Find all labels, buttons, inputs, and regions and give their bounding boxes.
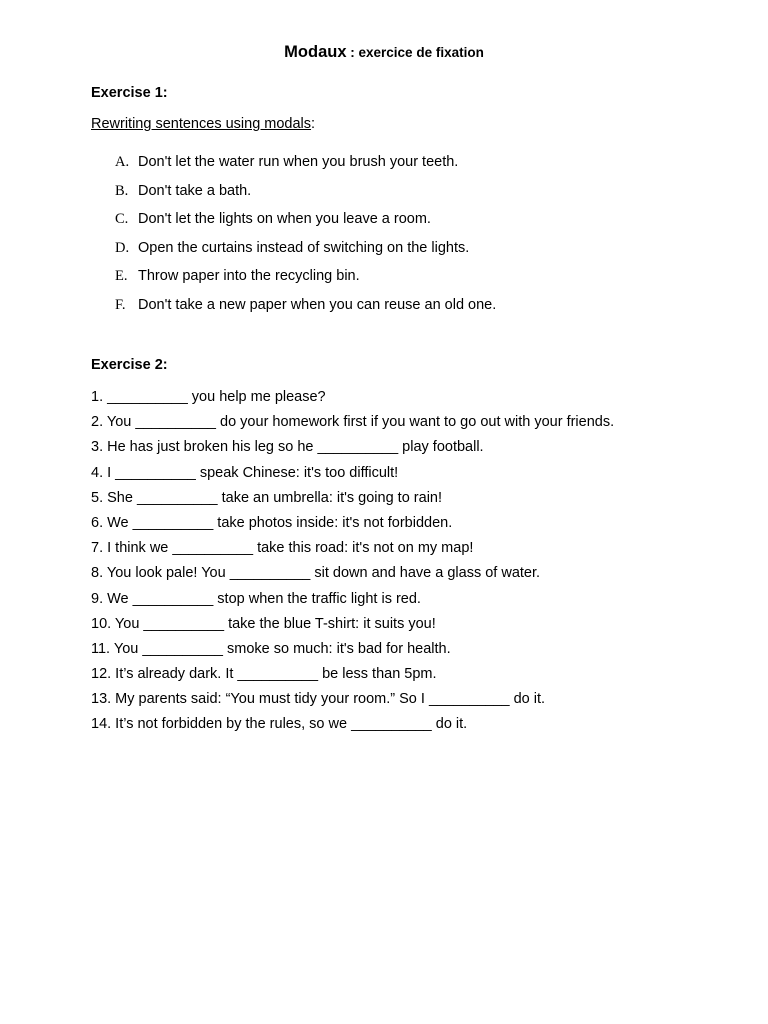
list-item: 6. We __________ take photos inside: it's not forbidden. bbox=[91, 514, 453, 531]
item-letter: F. bbox=[115, 296, 126, 313]
item-letter: C. bbox=[115, 211, 129, 228]
list-item: 13. My parents said: “You must tidy your room.” So I __________ do it. bbox=[91, 691, 546, 708]
item-text: Don't let the water run when you brush your teeth. bbox=[138, 154, 459, 170]
item-letter: D. bbox=[115, 239, 130, 256]
item-text: Open the curtains instead of switching on the lights. bbox=[138, 239, 470, 256]
list-item: 14. It’s not forbidden by the rules, so we __________ do it. bbox=[91, 716, 468, 733]
list-item: 4. I __________ speak Chinese: it's too difficult! bbox=[91, 464, 399, 481]
list-item: 10. You __________ take the blue T-shirt: it suits you! bbox=[91, 615, 436, 632]
item-text: Don't take a new paper when you can reuse an old one. bbox=[138, 296, 497, 313]
list-item: 7. I think we __________ take this road: it's not on my map! bbox=[91, 540, 474, 557]
exercise-2-list bbox=[91, 389, 614, 742]
list-item: 5. She __________ take an umbrella: it's going to rain! bbox=[91, 489, 443, 506]
exercise-1-heading: Exercise 1: bbox=[91, 85, 168, 101]
instruction-colon: : bbox=[311, 116, 316, 132]
item-text: Don't let the lights on when you leave a room. bbox=[138, 211, 431, 228]
item-text: Throw paper into the recycling bin. bbox=[138, 268, 360, 285]
list-item: 8. You look pale! You __________ sit down and have a glass of water. bbox=[91, 565, 541, 582]
instruction-text: Rewriting sentences using modals bbox=[91, 116, 312, 132]
list-item: 12. It’s already dark. It __________ be less than 5pm. bbox=[91, 666, 437, 683]
page-title bbox=[0, 43, 768, 62]
list-item: 11. You __________ smoke so much: it's bad for health. bbox=[91, 640, 451, 657]
title-main: Modaux bbox=[284, 43, 347, 61]
title-subtitle: : exercice de fixation bbox=[346, 45, 484, 60]
list-item: 1. __________ you help me please? bbox=[91, 389, 326, 405]
list-item: 3. He has just broken his leg so he __________ play football. bbox=[91, 439, 484, 456]
item-letter: E. bbox=[115, 268, 128, 285]
list-item: 2. You __________ do your homework first if you want to go out with your friends. bbox=[91, 414, 615, 431]
item-letter: A. bbox=[115, 154, 130, 170]
exercise-1-instruction bbox=[91, 116, 315, 132]
exercise-2-heading: Exercise 2: bbox=[91, 357, 168, 373]
item-letter: B. bbox=[115, 182, 129, 199]
list-item: 9. We __________ stop when the traffic light is red. bbox=[91, 590, 421, 607]
item-text: Don't take a bath. bbox=[138, 182, 252, 199]
